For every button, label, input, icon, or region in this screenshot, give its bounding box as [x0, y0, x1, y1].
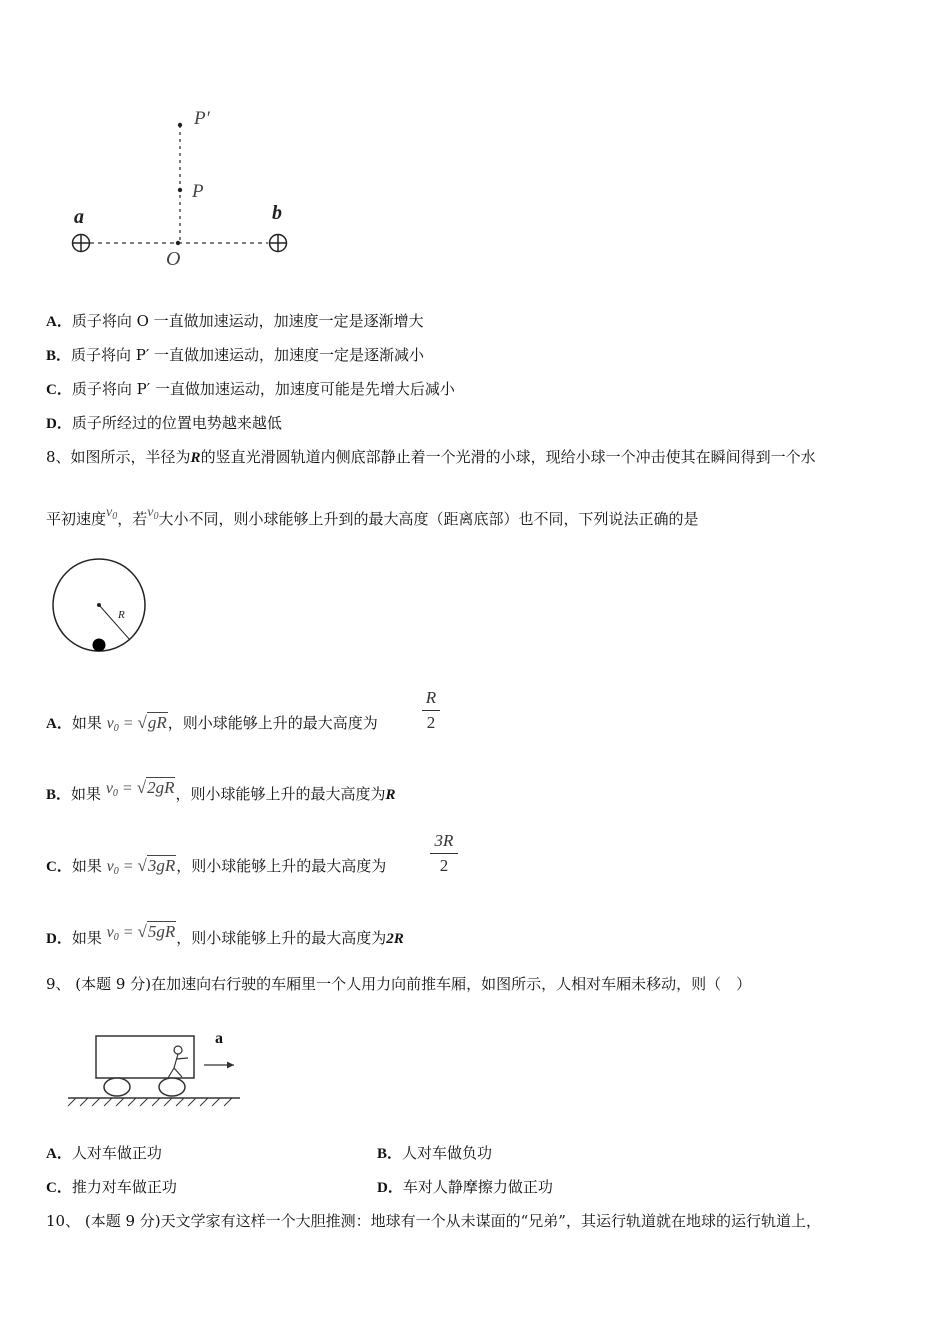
point-o [176, 241, 180, 245]
accel-label: a [215, 1030, 223, 1047]
sqrt-expression: √5gR [137, 922, 176, 941]
q9-figure [64, 1028, 244, 1112]
q7-option-d[interactable]: D．质子所经过的位置电势越来越低 [46, 414, 282, 432]
v0-eq: $v_0$ = [106, 715, 138, 734]
q9-option-a[interactable]: A．人对车做正功 [46, 1144, 162, 1162]
label-b: b [272, 202, 282, 224]
ball [93, 639, 106, 652]
q9-option-d[interactable]: D．车对人静摩擦力做正功 [377, 1178, 553, 1196]
circular-track-diagram [48, 556, 152, 660]
q8-option-b[interactable]: B．如果 $v_0 = √2gR$，则小球能够上升的最大高度为R [46, 778, 396, 803]
v0-eq: $v_0$ = [106, 858, 138, 877]
sqrt-expression: √gR [137, 713, 167, 732]
point-p [178, 188, 182, 192]
q8-option-c-fraction: 3R 2 [430, 831, 458, 876]
label-o: O [166, 248, 181, 270]
wheel-left [104, 1078, 130, 1096]
q8-option-a-fraction: R 2 [422, 688, 440, 733]
q8-figure [48, 556, 152, 660]
accel-arrow-head [227, 1062, 234, 1069]
q10-stem: 10、 (本题 9 分)天文学家有这样一个大胆推测：地球有一个从未谋面的“兄弟”，其运行轨道就在地球的运行轨道上， [46, 1212, 821, 1230]
radius-label: R [118, 609, 125, 621]
q8-stem-line1: 8、如图所示，半径为R的竖直光滑圆轨道内侧底部静止着一个光滑的小球，现给小球一个冲击使其在瞬间得到一个水 [46, 448, 816, 466]
q9-option-c[interactable]: C．推力对车做正功 [46, 1178, 177, 1196]
charge-b-icon [270, 235, 287, 252]
q8-stem-line2: 平初速度$v_0$，若$v_0$大小不同，则小球能够上升到的最大高度（距离底部）也不同，下列说法正确的是 [46, 505, 699, 528]
v0-symbol: $v_0$ [106, 505, 118, 522]
q7-option-c[interactable]: C．质子将向 P′ 一直做加速运动，加速度可能是先增大后减小 [46, 380, 455, 398]
q8-option-c[interactable]: C．如果 $v_0 = √3gR$，则小球能够上升的最大高度为 [46, 856, 387, 877]
q7-figure [60, 100, 320, 280]
v0-eq: $v_0$ = [105, 780, 137, 799]
q7-diagram [60, 100, 320, 280]
q8-option-d[interactable]: D．如果 $v_0 = √5gR$，则小球能够上升的最大高度为2R [46, 922, 404, 947]
sqrt-expression: √2gR [136, 778, 175, 797]
q7-option-b[interactable]: B．质子将向 P′ 一直做加速运动，加速度一定是逐渐减小 [46, 346, 425, 364]
charge-a-icon [73, 235, 90, 252]
person-icon [168, 1046, 188, 1078]
v0-symbol: $v_0$ [147, 505, 159, 522]
point-p-prime [178, 123, 182, 127]
label-p: P [192, 181, 204, 202]
cart-body [96, 1036, 194, 1078]
q9-stem: 9、 (本题 9 分)在加速向右行驶的车厢里一个人用力向前推车厢，如图所示，人相对车厢未移动，则（ ） [46, 975, 752, 993]
q8-option-a[interactable]: A．如果 $v_0 = √gR$，则小球能够上升的最大高度为 [46, 713, 378, 734]
label-a: a [74, 206, 84, 228]
q9-option-b[interactable]: B．人对车做负功 [377, 1144, 493, 1162]
sqrt-expression: √3gR [137, 856, 176, 875]
v0-eq: $v_0$ = [106, 924, 138, 943]
q7-option-a[interactable]: A．质子将向 O 一直做加速运动，加速度一定是逐渐增大 [46, 312, 424, 330]
ground-hatching [68, 1098, 232, 1106]
label-p-prime: P′ [194, 108, 210, 129]
wheel-right [159, 1078, 185, 1096]
